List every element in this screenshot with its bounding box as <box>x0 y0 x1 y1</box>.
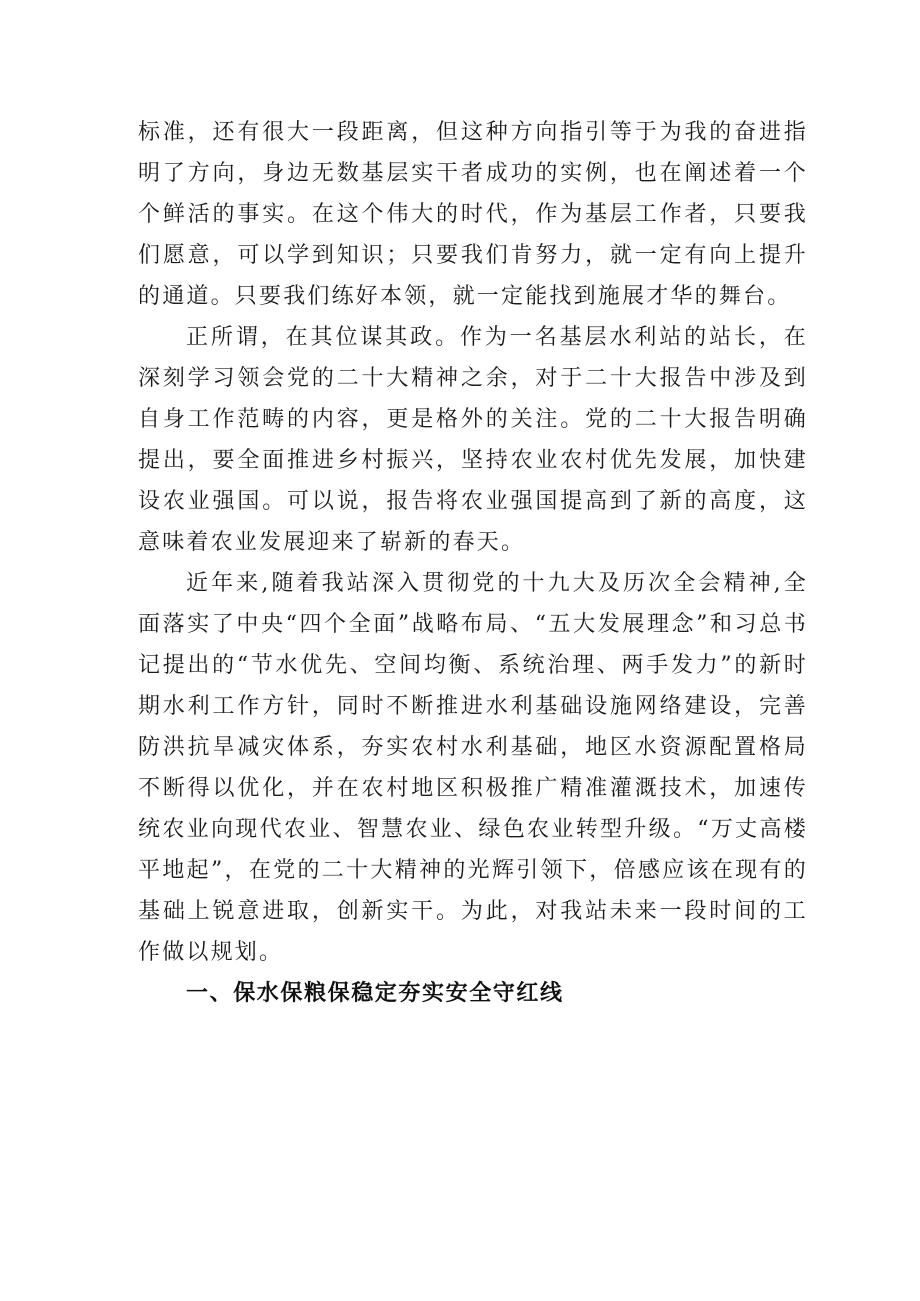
paragraph-3: 近年来,随着我站深入贯彻党的十九大及历次全会精神,全面落实了中央“四个全面”战略布局、“五大发展理念”和习总书记提出的“节水优先、空间均衡、系统治理、两手发力”的新时期水利工作方针，同时不断推进水利基础设施网络建设，完善防洪抗旱减灾体系，夯实农村水利基础，地区水资源配置格局不断得以优化，并在农村地区积极推广精准灌溉技术，加速传统农业向现代农业、智慧农业、绿色农业转型升级。“万丈高楼平地起”，在党的二十大精神的光辉引领下，倍感应该在现有的基础上锐意进取，创新实干。为此，对我站未来一段时间的工作做以规划。 <box>138 571 808 965</box>
paragraph-2: 正所谓，在其位谋其政。作为一名基层水利站的站长，在深刻学习领会党的二十大精神之余，对于二十大报告中涉及到自身工作范畴的内容，更是格外的关注。党的二十大报告明确提出，要全面推进乡村振兴，坚持农业农村优先发展，加快建设农业强国。可以说，报告将农业强国提高到了新的高度，这意味着农业发展迎来了崭新的春天。 <box>138 325 808 555</box>
section-heading: 一、保水保粮保稳定夯实安全守红线 <box>186 981 564 1006</box>
document-body <box>138 112 808 1014</box>
paragraph-1: 标准，还有很大一段距离，但这种方向指引等于为我的奋进指明了方向，身边无数基层实干者成功的实例，也在阐述着一个个鲜活的事实。在这个伟大的时代，作为基层工作者，只要我们愿意，可以学到知识；只要我们肯努力，就一定有向上提升的通道。只要我们练好本领，就一定能找到施展才华的舞台。 <box>138 120 808 309</box>
